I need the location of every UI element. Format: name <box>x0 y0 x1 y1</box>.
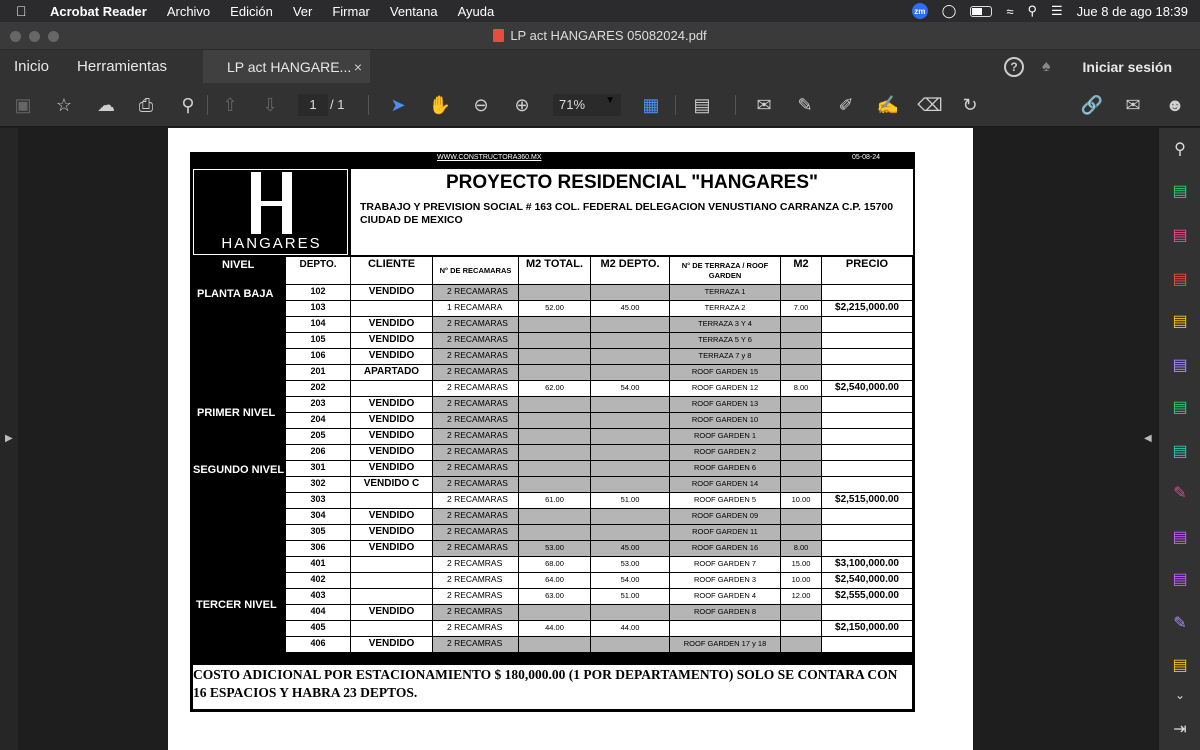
cell-rec: 2 RECAMARAS <box>433 397 518 412</box>
wifi-icon[interactable]: ≈ <box>1006 3 1014 19</box>
sheet-top-line <box>190 154 915 166</box>
cell-depto: 406 <box>286 637 350 652</box>
cell-m2: 8.00 <box>781 541 821 556</box>
cell-precio: $2,215,000.00 <box>822 301 912 316</box>
cell-m2 <box>781 637 821 652</box>
cell-cliente: VENDIDO <box>351 317 432 332</box>
toolbar-separator <box>735 95 736 115</box>
cell-terr: ROOF GARDEN 2 <box>670 445 780 460</box>
cell-precio: $3,100,000.00 <box>822 557 912 572</box>
creative-cloud-icon[interactable]: ◯ <box>941 3 957 18</box>
cell-m2d <box>591 477 669 492</box>
help-icon[interactable]: ? <box>1004 57 1024 77</box>
cell-m2t: 53.00 <box>519 541 590 556</box>
cell-rec: 2 RECAMARAS <box>433 509 518 524</box>
cell-cliente: VENDIDO <box>351 461 432 476</box>
cell-cliente: VENDIDO <box>351 605 432 620</box>
cell-precio <box>822 285 912 300</box>
cell-precio <box>822 541 912 556</box>
create-pdf-icon[interactable]: ▤ <box>1172 183 1188 200</box>
select-arrow-icon[interactable]: ➤ <box>390 94 406 115</box>
cell-terr <box>670 621 780 636</box>
cell-m2d <box>591 525 669 540</box>
cell-depto: 402 <box>286 573 350 588</box>
parking-note: COSTO ADICIONAL POR ESTACIONAMIENTO $ 180,000.00 (1 POR DEPARTAMENTO) SOLO SE CONTARA CON 16 ESPACIOS Y HABRA 23 DEPTOS. <box>193 665 912 709</box>
zoom-level-value: 71% <box>559 97 586 112</box>
tab-herramientas[interactable]: Herramientas <box>77 58 168 75</box>
cell-terr: ROOF GARDEN 1 <box>670 429 780 444</box>
cell-terr: ROOF GARDEN 10 <box>670 413 780 428</box>
zoom-level-select[interactable] <box>553 94 621 116</box>
cell-rec: 2 RECAMARAS <box>433 413 518 428</box>
upload-cloud-icon[interactable]: ☁ <box>97 94 115 115</box>
battery-icon[interactable] <box>970 6 992 17</box>
cell-terr: ROOF GARDEN 8 <box>670 605 780 620</box>
cell-m2: 15.00 <box>781 557 821 572</box>
project-title: PROYECTO RESIDENCIAL "HANGARES" <box>445 172 819 193</box>
cell-precio <box>822 605 912 620</box>
menu-archivo[interactable]: Archivo <box>166 3 211 19</box>
cell-m2t: 64.00 <box>519 573 590 588</box>
bell-icon[interactable]: ♠ <box>1042 57 1051 75</box>
cell-cliente: VENDIDO <box>351 525 432 540</box>
cell-m2t <box>519 445 590 460</box>
cell-terr: ROOF GARDEN 16 <box>670 541 780 556</box>
menu-firmar[interactable]: Firmar <box>332 3 370 19</box>
find-icon[interactable]: ⚲ <box>181 94 195 115</box>
cell-m2 <box>781 365 821 380</box>
search-zoom-icon[interactable]: ⚲ <box>1174 141 1186 158</box>
cell-rec: 2 RECAMARAS <box>433 349 518 364</box>
cell-m2d <box>591 461 669 476</box>
cell-terr: ROOF GARDEN 11 <box>670 525 780 540</box>
project-header <box>351 169 913 255</box>
cell-m2t <box>519 525 590 540</box>
cell-m2d <box>591 429 669 444</box>
cell-rec: 2 RECAMRAS <box>433 589 518 604</box>
window-title: LP act HANGARES 05082024.pdf <box>510 28 707 43</box>
menu-ver[interactable]: Ver <box>292 3 313 19</box>
cell-terr: ROOF GARDEN 12 <box>670 381 780 396</box>
tab-document-label: LP act HANGARE... <box>227 58 352 75</box>
cell-rec: 2 RECAMRAS <box>433 621 518 636</box>
cell-m2 <box>781 445 821 460</box>
level-primer-nivel: PRIMER NIVEL <box>197 407 276 419</box>
close-tab-icon[interactable]: × <box>353 58 362 75</box>
cell-depto: 201 <box>286 365 350 380</box>
compress-icon[interactable]: ▤ <box>1172 399 1188 416</box>
cell-depto: 302 <box>286 477 350 492</box>
cell-m2: 7.00 <box>781 301 821 316</box>
tab-bar <box>0 50 1200 83</box>
cell-precio <box>822 477 912 492</box>
cell-m2t <box>519 285 590 300</box>
spotlight-icon[interactable]: ⚲ <box>1027 3 1038 18</box>
cell-m2d <box>591 365 669 380</box>
cell-m2t <box>519 509 590 524</box>
logo-text: HANGARES <box>221 235 322 252</box>
cell-terr: ROOF GARDEN 4 <box>670 589 780 604</box>
cell-depto: 405 <box>286 621 350 636</box>
cell-cliente: APARTADO <box>351 365 432 380</box>
collapse-right-icon[interactable]: ◀ <box>1144 433 1152 444</box>
app-menu[interactable]: Acrobat Reader <box>50 3 147 19</box>
cell-m2 <box>781 605 821 620</box>
cell-m2t: 61.00 <box>519 493 590 508</box>
cell-depto: 301 <box>286 461 350 476</box>
cell-rec: 2 RECAMARAS <box>433 525 518 540</box>
signature-icon[interactable]: ✎ <box>1173 615 1187 632</box>
draw-icon[interactable]: ✐ <box>838 94 854 115</box>
cell-rec: 2 RECAMARAS <box>433 429 518 444</box>
left-panel-toggle[interactable] <box>0 128 18 750</box>
cell-m2 <box>781 429 821 444</box>
cell-cliente: VENDIDO <box>351 541 432 556</box>
close-window-button[interactable] <box>10 31 21 42</box>
cell-precio <box>822 525 912 540</box>
cell-precio <box>822 365 912 380</box>
cell-cliente: VENDIDO C <box>351 477 432 492</box>
cell-rec: 2 RECAMARAS <box>433 445 518 460</box>
project-address: TRABAJO Y PREVISION SOCIAL # 163 COL. FEDERAL DELEGACION VENUSTIANO CARRANZA C.P. 15700 CIUDAD DE MEXICO <box>360 201 894 226</box>
cell-cliente <box>351 621 432 636</box>
cell-cliente <box>351 381 432 396</box>
cell-depto: 401 <box>286 557 350 572</box>
cell-m2d <box>591 637 669 652</box>
edit-pdf-icon[interactable]: ▤ <box>1172 443 1188 460</box>
cell-precio: $2,555,000.00 <box>822 589 912 604</box>
cell-m2d <box>591 285 669 300</box>
cell-cliente <box>351 573 432 588</box>
export-pdf-icon[interactable]: ▤ <box>1172 357 1188 374</box>
header-m2: M2 <box>781 257 821 284</box>
cell-m2 <box>781 525 821 540</box>
cell-m2 <box>781 509 821 524</box>
cell-m2d: 54.00 <box>591 381 669 396</box>
cell-precio <box>822 429 912 444</box>
cell-m2t <box>519 637 590 652</box>
cell-m2d: 44.00 <box>591 621 669 636</box>
cell-rec: 2 RECAMARAS <box>433 365 518 380</box>
chevron-down-icon: ▼ <box>605 95 615 106</box>
cell-precio <box>822 637 912 652</box>
cell-m2d: 51.00 <box>591 493 669 508</box>
cell-m2 <box>781 413 821 428</box>
cell-rec: 2 RECAMRAS <box>433 605 518 620</box>
page-up-icon[interactable]: ⇧ <box>222 94 238 115</box>
cell-m2t <box>519 477 590 492</box>
level-segundo-nivel: SEGUNDO NIVEL <box>193 464 285 476</box>
cell-precio <box>822 509 912 524</box>
cell-depto: 206 <box>286 445 350 460</box>
header-depto: DEPTO. <box>286 257 350 284</box>
expand-left-icon[interactable]: ▶ <box>5 433 13 444</box>
cell-depto: 403 <box>286 589 350 604</box>
header-m2-total: M2 TOTAL. <box>519 257 590 284</box>
cell-m2d <box>591 605 669 620</box>
cell-m2t <box>519 333 590 348</box>
cell-m2t: 52.00 <box>519 301 590 316</box>
zoom-window-button[interactable] <box>48 31 59 42</box>
cell-rec: 2 RECAMRAS <box>433 637 518 652</box>
cell-rec: 2 RECAMARAS <box>433 541 518 556</box>
sheet-date: 05-08-24 <box>852 154 881 161</box>
level-planta-baja: PLANTA BAJA <box>197 288 274 300</box>
website-link[interactable]: WWW.CONSTRUCTORA360.MX <box>437 154 542 161</box>
cell-m2t: 68.00 <box>519 557 590 572</box>
cell-terr: ROOF GARDEN 13 <box>670 397 780 412</box>
cell-cliente: VENDIDO <box>351 637 432 652</box>
organize-pages-icon[interactable]: ▤ <box>1172 227 1188 244</box>
cell-terr: ROOF GARDEN 5 <box>670 493 780 508</box>
cell-m2: 12.00 <box>781 589 821 604</box>
cell-cliente <box>351 301 432 316</box>
control-center-icon[interactable]: ☰ <box>1051 3 1063 18</box>
price-sheet <box>190 152 915 712</box>
comment-icon[interactable]: ✉ <box>756 94 772 115</box>
highlight-pen-icon[interactable]: ✎ <box>797 94 813 115</box>
notes-icon[interactable]: ▤ <box>1172 657 1188 674</box>
cell-depto: 306 <box>286 541 350 556</box>
link-icon[interactable]: 🔗 <box>1080 94 1104 115</box>
cell-m2t <box>519 461 590 476</box>
cell-precio <box>822 413 912 428</box>
cell-depto: 304 <box>286 509 350 524</box>
cell-rec: 2 RECAMRAS <box>433 573 518 588</box>
print-icon[interactable]: ⎙ <box>138 94 154 115</box>
cell-precio: $2,540,000.00 <box>822 381 912 396</box>
zoom-app-icon[interactable]: zm <box>912 3 928 19</box>
toolbar-separator <box>675 95 676 115</box>
cell-m2t <box>519 349 590 364</box>
cell-rec: 2 RECAMRAS <box>433 557 518 572</box>
pdf-file-icon <box>493 29 504 42</box>
cell-depto: 106 <box>286 349 350 364</box>
cell-terr: ROOF GARDEN 7 <box>670 557 780 572</box>
cell-precio: $2,150,000.00 <box>822 621 912 636</box>
cell-terr: ROOF GARDEN 15 <box>670 365 780 380</box>
cell-depto: 105 <box>286 333 350 348</box>
cell-depto: 202 <box>286 381 350 396</box>
cell-rec: 2 RECAMARAS <box>433 493 518 508</box>
menu-bar <box>0 0 1200 22</box>
star-icon[interactable]: ☆ <box>55 94 73 115</box>
add-user-icon[interactable]: ☻ <box>1165 94 1185 115</box>
cell-rec: 1 RECAMARA <box>433 301 518 316</box>
cell-terr: TERRAZA 2 <box>670 301 780 316</box>
cell-m2d: 51.00 <box>591 589 669 604</box>
protect-icon[interactable]: ▤ <box>1172 529 1188 546</box>
cell-terr: TERRAZA 5 Y 6 <box>670 333 780 348</box>
menu-ayuda[interactable]: Ayuda <box>457 3 495 19</box>
tab-document[interactable] <box>203 50 370 83</box>
cell-rec: 2 RECAMARAS <box>433 477 518 492</box>
cell-depto: 104 <box>286 317 350 332</box>
cell-m2 <box>781 477 821 492</box>
cell-cliente: VENDIDO <box>351 397 432 412</box>
hand-tool-icon[interactable]: ✋ <box>428 94 452 115</box>
marquee-zoom-icon[interactable]: ▦ <box>642 94 660 115</box>
cell-depto: 102 <box>286 285 350 300</box>
header-nivel: NIVEL <box>222 259 255 271</box>
cell-cliente: VENDIDO <box>351 429 432 444</box>
cell-m2d <box>591 317 669 332</box>
cell-precio <box>822 349 912 364</box>
cell-m2t: 44.00 <box>519 621 590 636</box>
toolbar <box>0 83 1200 127</box>
pdf-page <box>168 128 973 750</box>
cell-precio <box>822 397 912 412</box>
cell-m2 <box>781 285 821 300</box>
cell-m2d <box>591 413 669 428</box>
cell-m2t <box>519 397 590 412</box>
logo-crossbar <box>256 201 286 206</box>
rotate-icon[interactable]: ↻ <box>962 94 978 115</box>
cell-m2d: 53.00 <box>591 557 669 572</box>
cell-m2t <box>519 413 590 428</box>
cell-precio: $2,515,000.00 <box>822 493 912 508</box>
cell-m2: 10.00 <box>781 493 821 508</box>
cell-m2 <box>781 349 821 364</box>
cell-m2t <box>519 317 590 332</box>
cell-rec: 2 RECAMARAS <box>433 333 518 348</box>
cell-cliente: VENDIDO <box>351 413 432 428</box>
cell-cliente: VENDIDO <box>351 509 432 524</box>
cell-m2t <box>519 605 590 620</box>
zoom-in-icon[interactable]: ⊕ <box>514 94 530 115</box>
toolbar-separator <box>368 95 369 115</box>
cell-depto: 204 <box>286 413 350 428</box>
cell-m2d: 45.00 <box>591 301 669 316</box>
cell-m2 <box>781 317 821 332</box>
cell-m2d <box>591 509 669 524</box>
cell-m2d: 45.00 <box>591 541 669 556</box>
page-total: / 1 <box>330 97 345 112</box>
cell-m2 <box>781 621 821 636</box>
page-down-icon[interactable]: ⇩ <box>262 94 278 115</box>
tools-panel <box>1158 128 1200 750</box>
cell-m2d <box>591 333 669 348</box>
clock[interactable]: Jue 8 de ago 18:39 <box>1076 3 1188 19</box>
zoom-out-icon[interactable]: ⊖ <box>473 94 489 115</box>
cell-terr: ROOF GARDEN 09 <box>670 509 780 524</box>
cell-cliente: VENDIDO <box>351 445 432 460</box>
level-tercer-nivel: TERCER NIVEL <box>196 599 277 611</box>
edit-text-icon[interactable]: ✍ <box>876 94 900 115</box>
cell-terr: TERRAZA 7 y 8 <box>670 349 780 364</box>
cell-m2 <box>781 333 821 348</box>
cell-m2t <box>519 365 590 380</box>
minimize-window-button[interactable] <box>29 31 40 42</box>
tab-inicio[interactable]: Inicio <box>14 58 50 75</box>
cell-precio: $2,540,000.00 <box>822 573 912 588</box>
mail-icon[interactable]: ✉ <box>1125 94 1141 115</box>
cell-terr: ROOF GARDEN 6 <box>670 461 780 476</box>
header-precio: PRECIO <box>822 257 912 284</box>
cell-m2: 10.00 <box>781 573 821 588</box>
page-number-input[interactable]: 1 <box>298 94 328 116</box>
cell-terr: TERRAZA 3 Y 4 <box>670 317 780 332</box>
scroll-mode-icon[interactable]: ▤ <box>693 94 711 115</box>
cell-m2t <box>519 429 590 444</box>
cell-rec: 2 RECAMARAS <box>433 381 518 396</box>
apple-icon[interactable] <box>16 3 30 19</box>
cell-m2d: 54.00 <box>591 573 669 588</box>
cell-cliente: VENDIDO <box>351 285 432 300</box>
cell-m2t: 63.00 <box>519 589 590 604</box>
cell-terr: ROOF GARDEN 3 <box>670 573 780 588</box>
cell-m2d <box>591 397 669 412</box>
cell-rec: 2 RECAMARAS <box>433 285 518 300</box>
cell-cliente <box>351 493 432 508</box>
sign-in-button[interactable]: Iniciar sesión <box>1082 58 1172 75</box>
right-panel-toggle[interactable] <box>1140 128 1158 750</box>
cell-cliente <box>351 589 432 604</box>
comment-panel-icon[interactable]: ▤ <box>1172 313 1188 330</box>
header-cliente: CLIENTE <box>351 257 432 284</box>
toolbar-separator <box>207 95 208 115</box>
cell-m2 <box>781 397 821 412</box>
cell-rec: 2 RECAMARAS <box>433 317 518 332</box>
cell-depto: 303 <box>286 493 350 508</box>
add-pdf-icon[interactable]: ▤ <box>1172 271 1188 288</box>
header-terraza: N° DE TERRAZA / ROOF GARDEN <box>670 257 780 284</box>
cell-terr: ROOF GARDEN 14 <box>670 477 780 492</box>
menu-ventana[interactable]: Ventana <box>389 3 438 19</box>
cell-depto: 203 <box>286 397 350 412</box>
cell-m2d <box>591 349 669 364</box>
cell-rec: 2 RECAMARAS <box>433 461 518 476</box>
cell-precio <box>822 445 912 460</box>
cell-cliente <box>351 557 432 572</box>
cell-cliente: VENDIDO <box>351 333 432 348</box>
cell-precio <box>822 333 912 348</box>
cell-m2 <box>781 461 821 476</box>
chevron-down-icon[interactable]: ⌄ <box>1174 688 1186 702</box>
cell-m2d <box>591 445 669 460</box>
cell-terr: ROOF GARDEN 17 y 18 <box>670 637 780 652</box>
cell-depto: 305 <box>286 525 350 540</box>
cell-m2: 8.00 <box>781 381 821 396</box>
cell-precio <box>822 317 912 332</box>
hangares-logo <box>193 169 348 255</box>
cell-precio <box>822 461 912 476</box>
menu-edicion[interactable]: Edición <box>230 3 273 19</box>
scan-icon[interactable]: ▤ <box>1172 571 1188 588</box>
cell-cliente: VENDIDO <box>351 349 432 364</box>
fill-sign-icon[interactable]: ✎ <box>1173 485 1187 502</box>
window-title-bar <box>0 22 1200 50</box>
trash-icon[interactable]: ⌫ <box>917 94 943 115</box>
cell-depto: 404 <box>286 605 350 620</box>
cell-depto: 103 <box>286 301 350 316</box>
cell-m2t: 62.00 <box>519 381 590 396</box>
header-recamaras: N° DE RECAMARAS <box>433 257 518 284</box>
window-controls <box>10 31 59 42</box>
header-m2-depto: M2 DEPTO. <box>591 257 669 284</box>
collapse-panel-icon[interactable]: ⇥ <box>1173 721 1187 738</box>
cell-depto: 205 <box>286 429 350 444</box>
cell-terr: TERRAZA 1 <box>670 285 780 300</box>
save-icon[interactable]: ▣ <box>14 94 32 115</box>
